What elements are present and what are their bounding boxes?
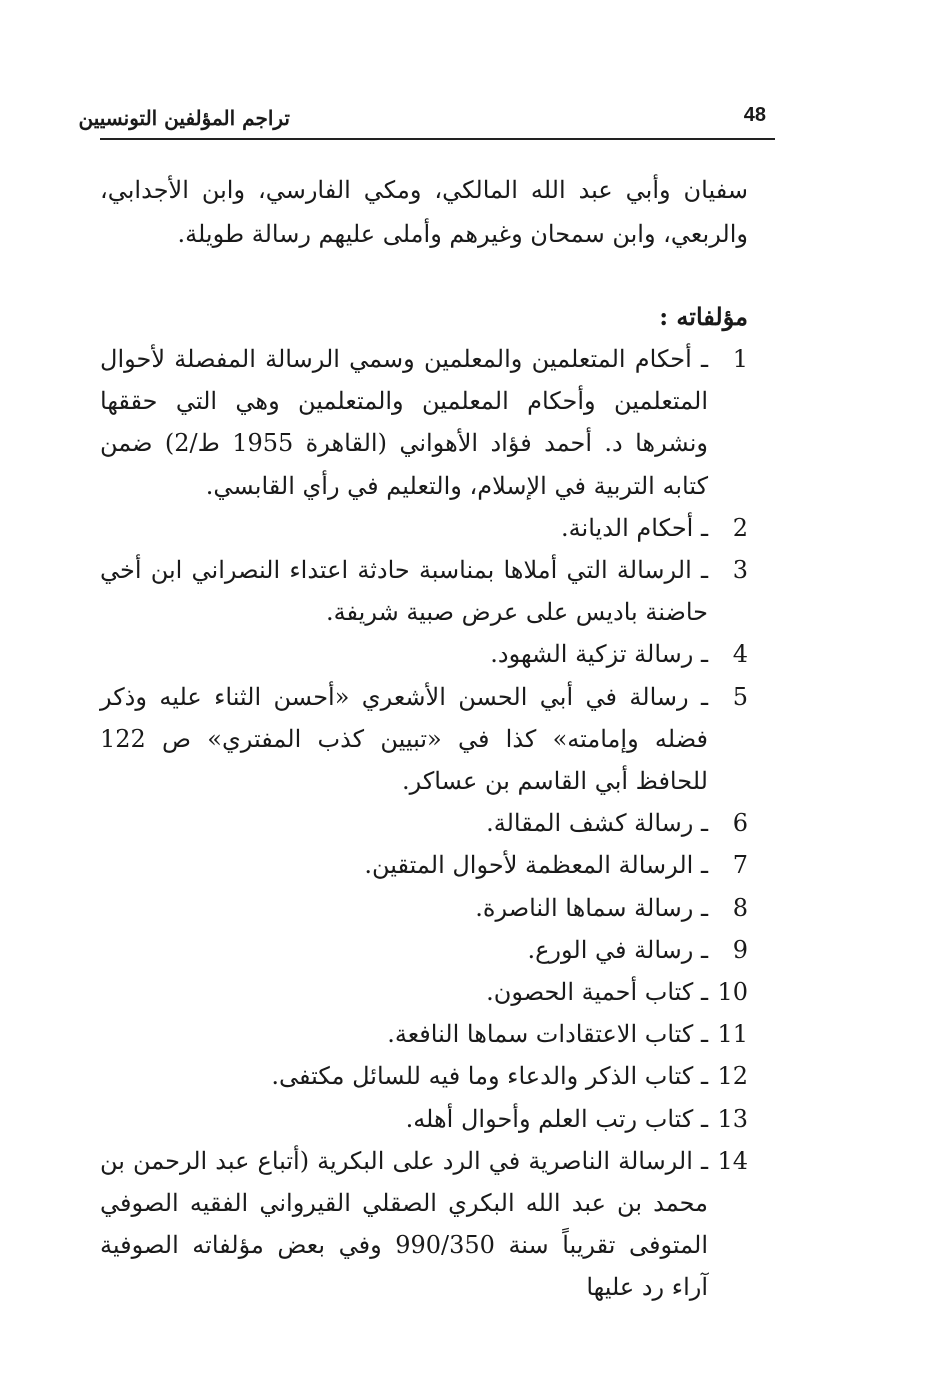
list-item [100,507,748,549]
list-item [100,549,748,633]
item-text: ـ كتاب الذكر والدعاء وما فيه للسائل مكتفى. [271,1062,708,1091]
item-text: ـ الرسالة الناصرية في الرد على البكرية (أتباع عبد الرحمن بن محمد بن عبد الله البكري الصقلي القيرواني الفقيه الصوفي المتوفى تقريباً سنة 990/350 وفي بعض مؤلفاته الصوفية آراء رد عليها [100,1146,708,1302]
item-text: ـ كتاب رتب العلم وأحوال أهله. [405,1104,708,1133]
item-number: 14 [717,1146,748,1175]
list-item [100,929,748,971]
item-text: ـ الرسالة التي أملاها بمناسبة حادثة اعتداء النصراني ابن أخي حاضنة باديس على عرض صبية شريفة. [100,556,708,627]
item-number: 4 [732,640,748,669]
item-number: 9 [732,935,748,964]
item-number: 7 [732,851,748,880]
item-number: 11 [717,1020,748,1049]
item-number: 3 [732,556,748,585]
list-item [100,802,748,844]
list-item [100,1055,748,1097]
item-text: ـ رسالة في أبي الحسن الأشعري «أحسن الثناء عليه وذكر فضله وإمامته» كذا في «تبيين كذب المفتري» ص 122 للحافظ أبي القاسم بن عساكر. [100,682,708,796]
item-text: ـ الرسالة المعظمة لأحوال المتقين. [364,851,708,880]
section-heading: مؤلفاته : [659,302,748,331]
list-item [100,1140,748,1309]
list-item [100,676,748,803]
item-text: ـ رسالة سماها الناصرة. [475,893,708,922]
item-number: 10 [717,978,748,1007]
item-number: 13 [717,1104,748,1133]
item-text: ـ أحكام الديانة. [561,513,708,542]
item-number: 2 [732,513,748,542]
list-item [100,971,748,1013]
list-item [100,633,748,675]
page-header [78,100,780,140]
list-item [100,887,748,929]
item-text: ـ كتاب أحمية الحصون. [486,978,708,1007]
item-text: ـ أحكام المتعلمين والمعلمين وسمي الرسالة المفصلة لأحوال المتعلمين وأحكام المعلمين والمتعلمين وهي التي حققها ونشرها د. أحمد فؤاد الأهواني (القاهرة 1955 ط/2) ضمن كتابه التربية في الإسلام، والتعليم في رأي القابسي. [100,345,708,500]
header-divider [100,138,775,140]
running-title: تراجم المؤلفين التونسيين [78,106,290,130]
item-number: 8 [732,893,748,922]
item-number: 6 [732,809,748,838]
item-text: ـ رسالة في الورع. [527,935,708,964]
item-text: ـ رسالة كشف المقالة. [486,809,708,838]
list-item [100,1013,748,1055]
item-number: 1 [732,345,748,373]
list-item [100,844,748,886]
item-number: 12 [717,1062,748,1091]
item-text: ـ رسالة تزكية الشهود. [490,640,708,669]
works-list [100,338,748,1309]
item-number: 5 [732,682,748,711]
list-item [100,1098,748,1140]
item-text: ـ كتاب الاعتقادات سماها النافعة. [387,1020,708,1049]
page-number: 48 [743,104,766,126]
list-item [100,338,748,507]
intro-paragraph: سفيان وأبي عبد الله المالكي، ومكي الفارسي، وابن الأجدابي، والربعي، وابن سمحان وغيرهم وأملى عليهم رسالة طويلة. [100,176,748,248]
